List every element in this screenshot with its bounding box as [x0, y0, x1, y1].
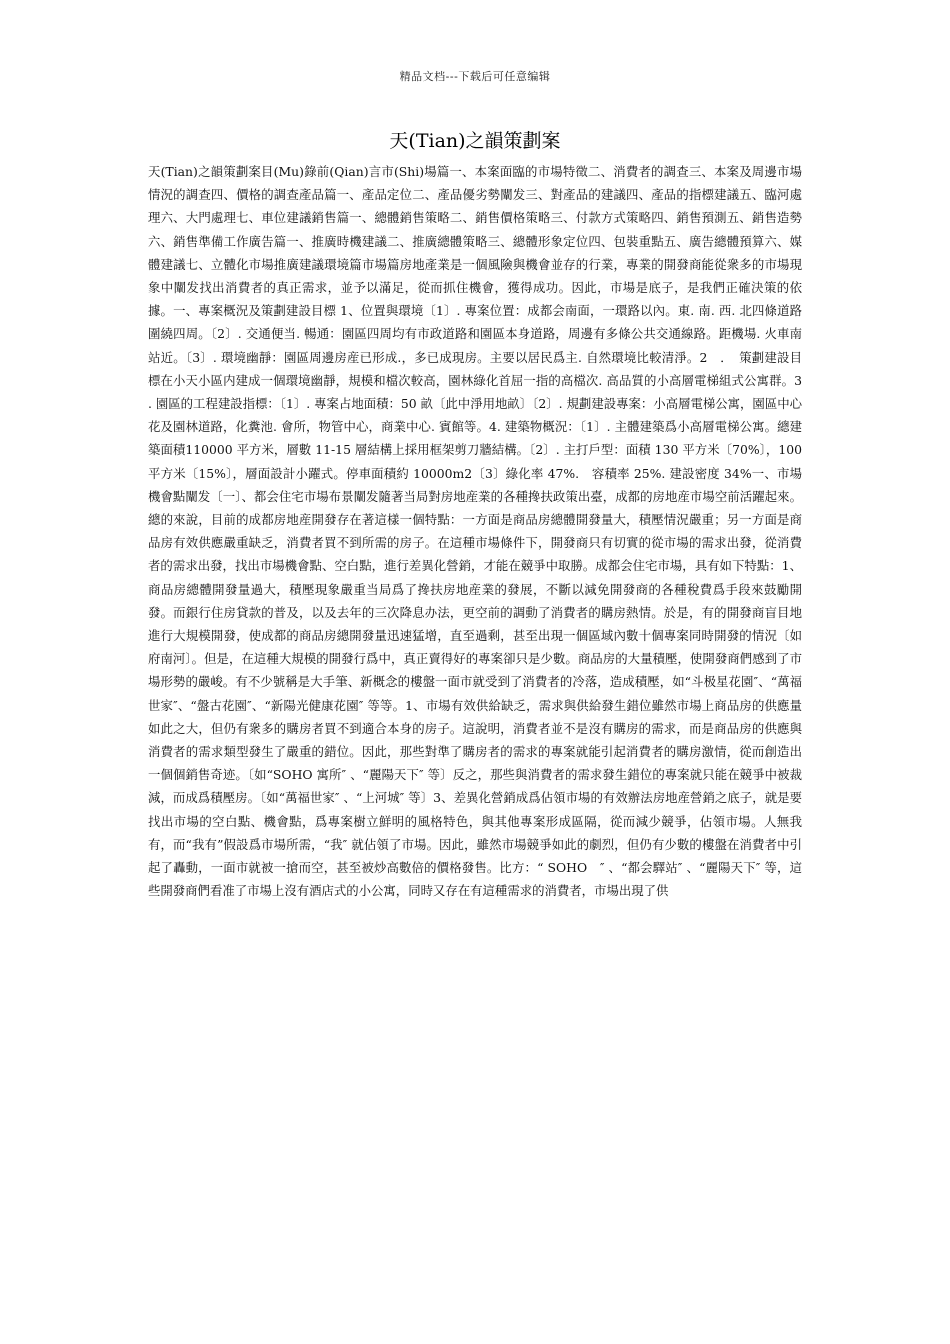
document-title: 天(Tian)之韻策劃案: [389, 130, 561, 152]
document-body: 天(Tian)之韻策劃案目(Mu)錄前(Qian)言市(Shi)場篇一、本案面臨的市場特徵二、消費者的調查三、本案及周邊市場情況的調查四、價格的調查產品篇一、產品定位二、產品優劣勢闡发三、對產品的建議四、產品的指標建議五、臨河處理六、大門處理七、車位建議銷售篇一、總體銷售策略二、銷售價格策略三、付款方式策略四、銷售預測五、銷售造勢六、銷售準備工作廣告篇一、推廣時機建議二、推廣總體策略三、總體形象定位四、包裝重點五、廣告總體預算六、媒體建議七、立體化市場推廣建議環境篇市場篇房地產業是一個風險與機會並存的行業，專業的開發商能從衆多的市場現象中闡发找出消費者的真正需求，並予以滿足，從而抓住機會，獲得成功。因此，市場是底子，是我們正確決策的依據。一、專案概況及策劃建設目標 1、位置與環境〔1〕. 專案位置：成都会南面，一環路以內。東. 南. 西. 北四條道路圍繞四周。〔2〕. 交通便当. 暢通：園區四周均有市政道路和園區本身道路，周邊有多條公共交通線路。距機場. 火車南站近。〔3〕. 環境幽靜：園區周邊房産已形成.，多已成現房。主要以居民爲主. 自然環境比較清淨。2 ． 策劃建設目標在小天小區内建成一個環境幽靜，規模和檔次較高，園林綠化首屈一指的高檔次. 高品質的小高層電梯組式公寓群。3 . 園區的工程建設指標：〔1〕. 專案占地面積：50 畝〔此中淨用地畝〕〔2〕. 規劃建設專案：小高層電梯公寓，園區中心花及園林道路，化糞池. 會所，物管中心，商業中心. 賓館等。4. 建築物概況：〔1〕. 主體建築爲小高層電梯公寓。總建築面積110000 平方米，層數 11-15 層結構上採用框架剪刀牆結構。〔2〕. 主打戶型：面積 130 平方米〔70%〕，100 平方米〔15%〕，層面設計小躍式。停車面積約 10000m2〔3〕綠化率 47%. 容積率 25%. 建設密度 34%一、市場機會點闡发〔一〕、都会住宅市場布景闡发隨著当局對房地産業的各種搀扶政策出臺，成都的房地産市場空前活躍起來。總的來說，目前的成都房地産開發存在著這樣一個特點：一方面是商品房總體開發量大，積壓情況嚴重；另一方面是商品房有效供應嚴重缺乏，消費者買不到所需的房子。在這種市場條件下，開發商只有切實的從市場的需求出發，從消費者的需求出發，找出市場機會點、空白點，進行差異化營銷，才能在競爭中取勝。成都会住宅市場，具有如下特點：1、商品房總體開發量過大，積壓現象嚴重当局爲了搀扶房地産業的發展，不斷以減免開發商的各種稅費爲手段來鼓勵開發。而銀行住房貸款的普及，以及去年的三次降息办法，更空前的調動了消費者的購房熱情。於是，有的開發商盲目地進行大規模開發，使成都的商品房總開發量迅速猛增，直至過剩，甚至出現一個區域內數十個專案同時開發的情況〔如府南河〕。但是，在這種大規模的開發行爲中，真正賣得好的專案卻只是少數。商品房的大量積壓，使開發商們感到了市場形勢的嚴峻。有不少號稱是大手筆、新概念的樓盤一面市就受到了消費者的冷落，造成積壓，如“斗极星花園″、“萬福世家″、“盤古花園″、“新陽光健康花園″ 等等。1、市場有效供給缺乏，需求與供給發生錯位雖然市場上商品房的供應量如此之大，但仍有衆多的購房者買不到適合本身的房子。這說明，消費者並不是沒有購房的需求，而是商品房的供應與消費者的需求類型發生了嚴重的錯位。因此，那些對準了購房者的需求的專案就能引起消費者的購房激情，從而創造出一個個銷售奇迹。〔如“SOHO 寓所″ 、“麗陽天下″ 等〕反之，那些與消費者的需求發生錯位的專案就只能在競爭中被裁減，而成爲積壓房。〔如“萬福世家″ 、“上河城″ 等〕3、差異化營銷成爲佔領市場的有效辦法房地産營銷之底子，就是要找出市場的空白點、機會點，爲專案樹立鮮明的風格特色，與其他專案形成區隔，從而減少競爭，佔領市場。人無我有，而“我有”假設爲市場所需，“我″ 就佔領了市場。因此，雖然市場競爭如此的劇烈，但仍有少數的樓盤在消費者中引起了轟動，一面市就被一搶而空，甚至被炒高數倍的價格發售。比方：“ SOHO ″ 、“都会驛站″ 、“麗陽天下″ 等，這些開發商們看准了市場上沒有酒店式的小公寓，同時又存在有這種需求的消費者，市場出現了供: [148, 164, 815, 899]
page-header-note: 精品文档---下载后可任意编辑: [399, 70, 551, 83]
